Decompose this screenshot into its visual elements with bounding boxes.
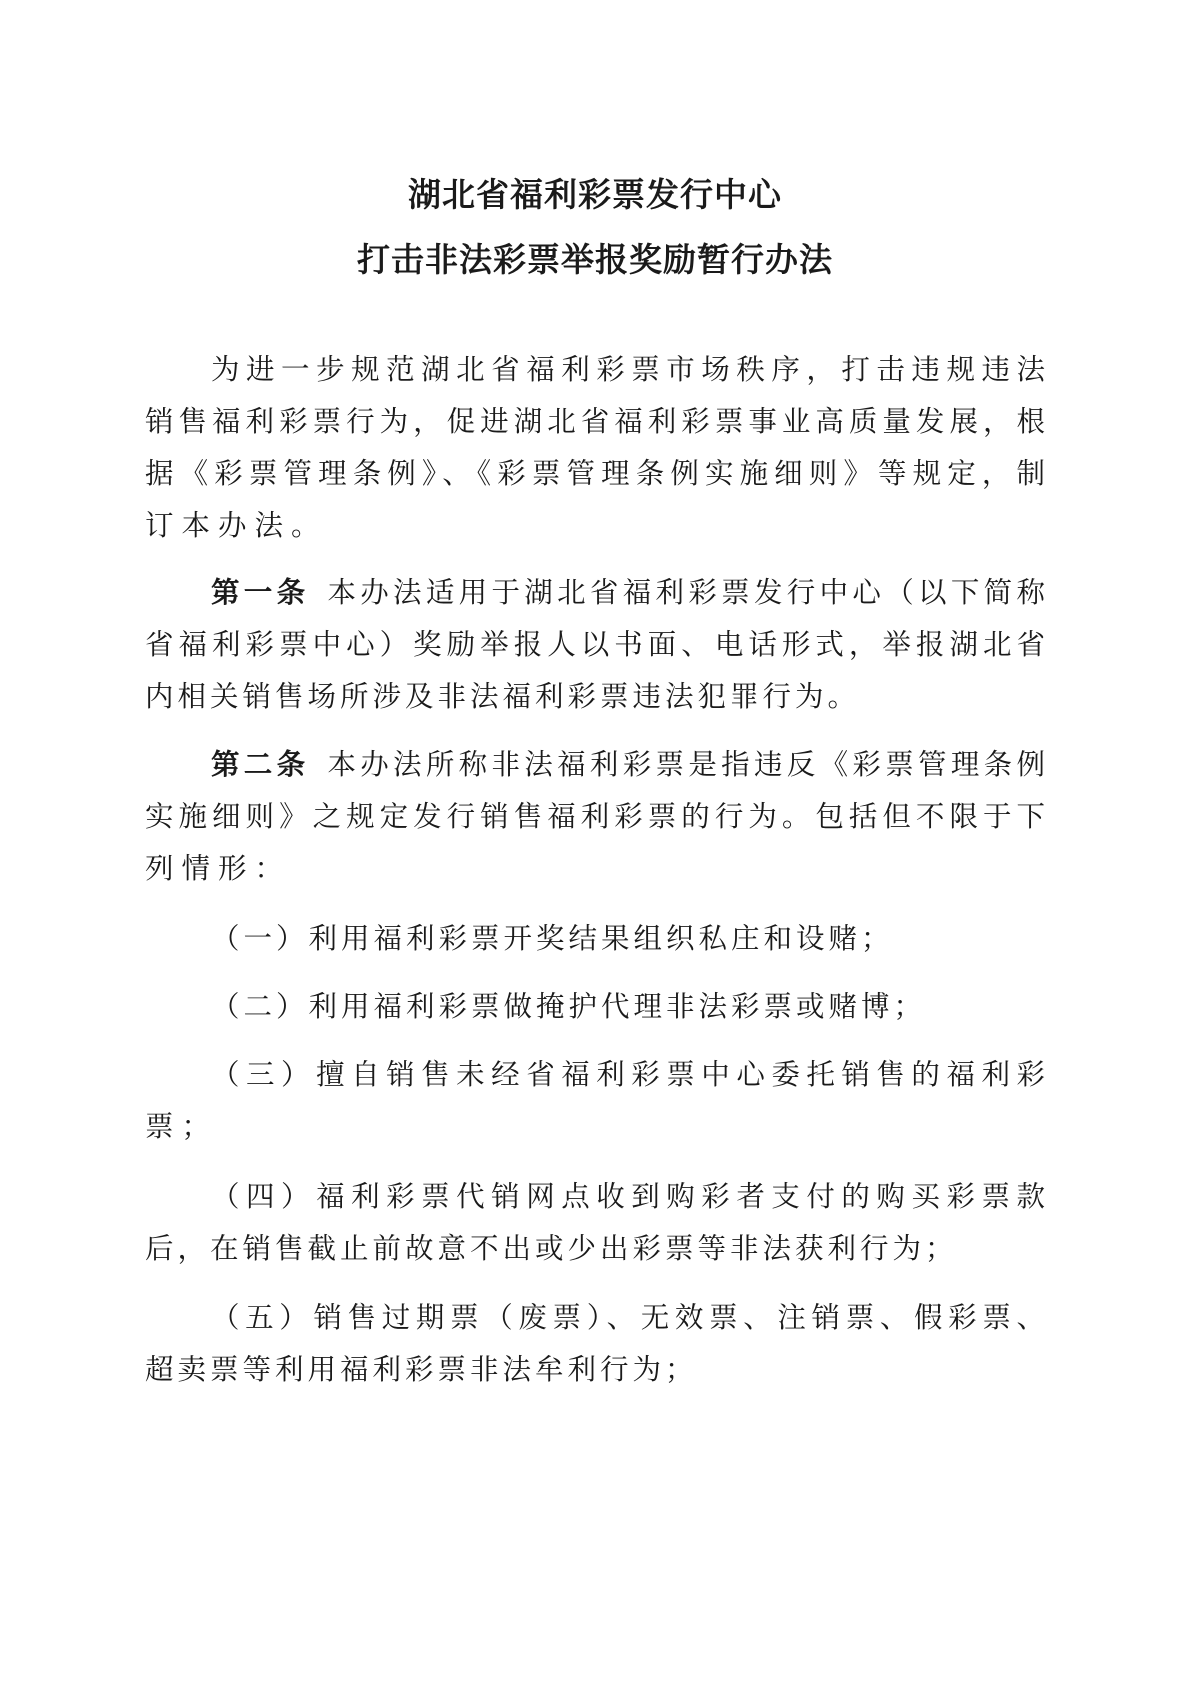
preamble-line: 订本办法。 [145,509,328,542]
article-1-text: 本办法适用于湖北省福利彩票发行中心（以下简称 [327,576,1045,609]
preamble-line: 据《彩票管理条例》、《彩票管理条例实施细则》等规定，制 [145,457,1045,490]
article-2-line: 列情形： [145,852,292,885]
article-1-line: 省福利彩票中心）奖励举报人以书面、电话形式，举报湖北省 [145,628,1045,661]
list-item-3-cont: 票； [145,1110,219,1143]
list-item-5: （五）销售过期票（废票）、无效票、注销票、假彩票、 [211,1301,1045,1334]
list-item-4-cont: 后，在销售截止前故意不出或少出彩票等非法获利行为； [145,1232,958,1265]
document-title-line-2: 打击非法彩票举报奖励暂行办法 [357,240,833,279]
article-1-label: 第一条 [211,576,310,609]
list-item-2: （二）利用福利彩票做掩护代理非法彩票或赌博； [211,990,927,1023]
article-1-line: 内相关销售场所涉及非法福利彩票违法犯罪行为。 [145,680,861,713]
list-item-5-cont: 超卖票等利用福利彩票非法牟利行为； [145,1353,698,1386]
article-2-line: 实施细则》之规定发行销售福利彩票的行为。包括但不限于下 [145,800,1045,833]
article-2-text: 本办法所称非法福利彩票是指违反《彩票管理条例 [327,748,1045,781]
article-1-first-line [211,576,1045,609]
article-2-label: 第二条 [211,748,310,781]
list-item-4: （四）福利彩票代销网点收到购彩者支付的购买彩票款 [211,1180,1045,1213]
preamble-line: 为进一步规范湖北省福利彩票市场秩序，打击违规违法 [211,353,1045,386]
list-item-3: （三）擅自销售未经省福利彩票中心委托销售的福利彩 [211,1058,1045,1091]
list-item-1: （一）利用福利彩票开奖结果组织私庄和设赌； [211,922,894,955]
preamble-line: 销售福利彩票行为，促进湖北省福利彩票事业高质量发展，根 [145,405,1045,438]
article-2-first-line [211,748,1045,781]
document-title-line-1: 湖北省福利彩票发行中心 [408,175,782,214]
